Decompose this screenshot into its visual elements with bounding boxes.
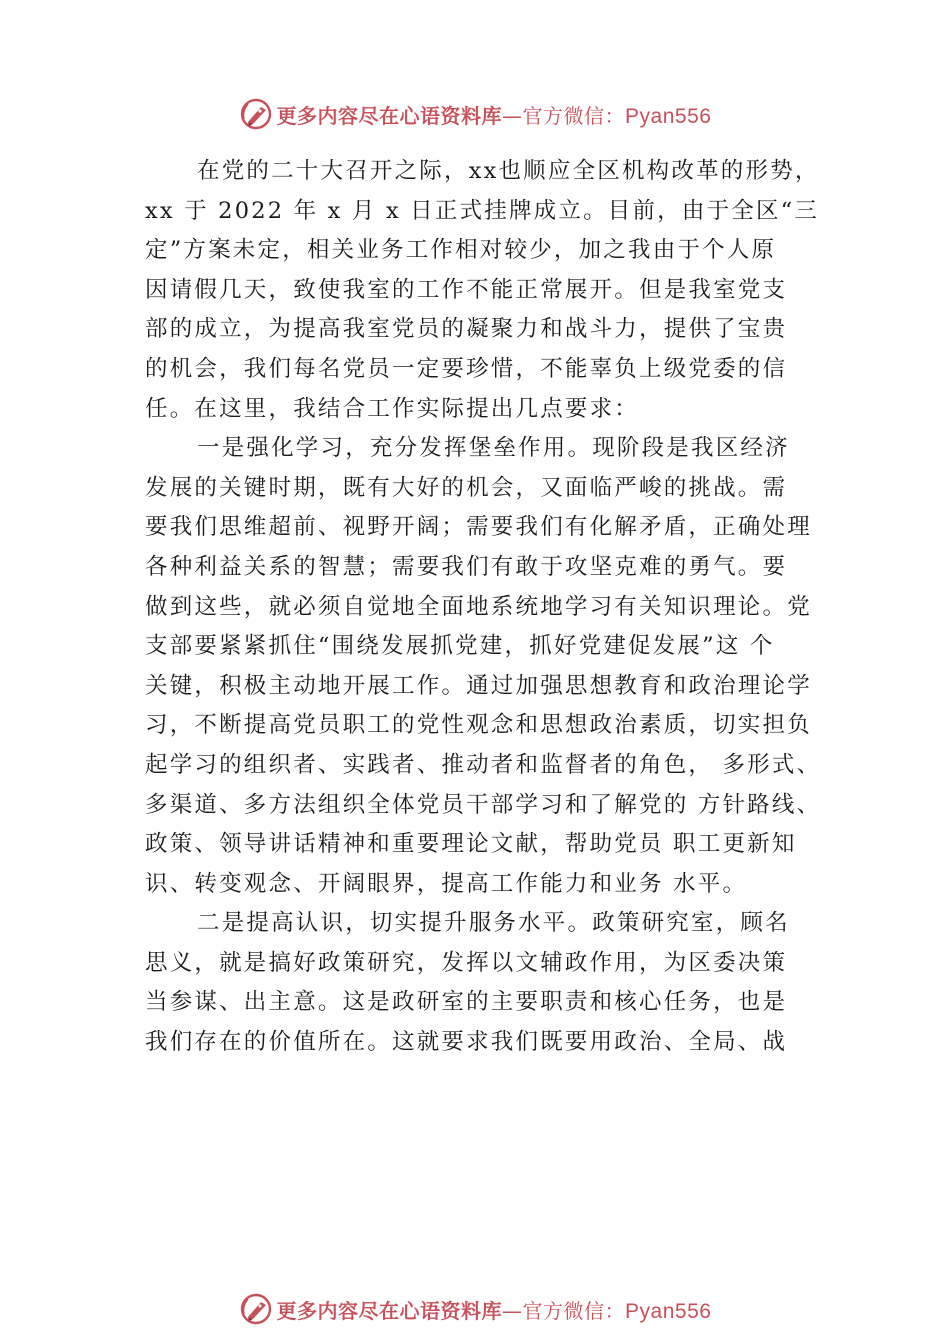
- pen-nib-logo-icon: [239, 1292, 273, 1326]
- pen-nib-logo-icon: [239, 97, 273, 131]
- text-line: 当参谋、出主意。这是政研室的主要职责和核心任务，也是: [145, 989, 788, 1016]
- text-line: 部的成立，为提高我室党员的凝聚力和战斗力，提供了宝贵: [145, 316, 788, 343]
- text-line: 做到这些，就必须自觉地全面地系统地学习有关知识理论。党: [145, 593, 812, 620]
- footer-banner: [0, 1289, 950, 1329]
- text-line: 支部要紧紧抓住“围绕发展抓党建，抓好党建促发展”这 个: [145, 633, 775, 660]
- text-line: 政策、领导讲话精神和重要理论文献，帮助党员 职工更新知: [145, 831, 797, 858]
- text-line: 在党的二十大召开之际，xx也顺应全区机构改革的形势，: [197, 158, 820, 184]
- banner-title: 更多内容尽在心语资料库: [276, 1298, 503, 1323]
- text-line: 因请假几天，致使我室的工作不能正常展开。但是我室党支: [145, 276, 788, 303]
- text-line: xx 于 2022 年 x 月 x 日正式挂牌成立。目前，由于全区“三: [145, 197, 820, 224]
- text-line: 多渠道、多方法组织全体党员干部学习和了解党的 方针路线、: [145, 791, 822, 818]
- text-line: 我们存在的价值所在。这就要求我们既要用政治、全局、战: [145, 1029, 788, 1056]
- header-banner: [0, 94, 950, 134]
- banner-wechat-id: Pyan556: [625, 1299, 712, 1323]
- text-line: 思义，就是搞好政策研究，发挥以文辅政作用，为区委决策: [145, 949, 788, 976]
- text-line: 发展的关键时期，既有大好的机会，又面临严峻的挑战。需: [145, 474, 788, 501]
- text-line: 二是提高认识，切实提升服务水平。政策研究室，顾名: [197, 910, 790, 937]
- text-line: 的机会，我们每名党员一定要珍惜，不能辜负上级党委的信: [145, 355, 788, 382]
- banner-subtitle: —官方微信：: [502, 103, 626, 128]
- text-line: 任。在这里，我结合工作实际提出几点要求：: [145, 395, 640, 422]
- text-line: 定”方案未定，相关业务工作相对较少，加之我由于个人原: [145, 237, 777, 264]
- banner-subtitle: —官方微信：: [502, 1298, 626, 1323]
- text-line: 各种利益关系的智慧；需要我们有敢于攻坚克难的勇气。要: [145, 553, 788, 580]
- text-line: 起学习的组织者、实践者、推动者和监督者的角色， 多形式、: [145, 751, 822, 778]
- document-body: [145, 152, 845, 1063]
- text-line: 习，不断提高党员职工的党性观念和思想政治素质，切实担负: [145, 712, 812, 739]
- banner-wechat-id: Pyan556: [625, 104, 712, 128]
- text-line: 要我们思维超前、视野开阔；需要我们有化解矛盾，正确处理: [145, 514, 812, 541]
- text-line: 关键，积极主动地开展工作。通过加强思想教育和政治理论学: [145, 672, 812, 699]
- text-line: 一是强化学习，充分发挥堡垒作用。现阶段是我区经济: [197, 435, 790, 462]
- banner-title: 更多内容尽在心语资料库: [276, 103, 503, 128]
- text-line: 识、转变观念、开阔眼界，提高工作能力和业务 水平。: [145, 870, 748, 897]
